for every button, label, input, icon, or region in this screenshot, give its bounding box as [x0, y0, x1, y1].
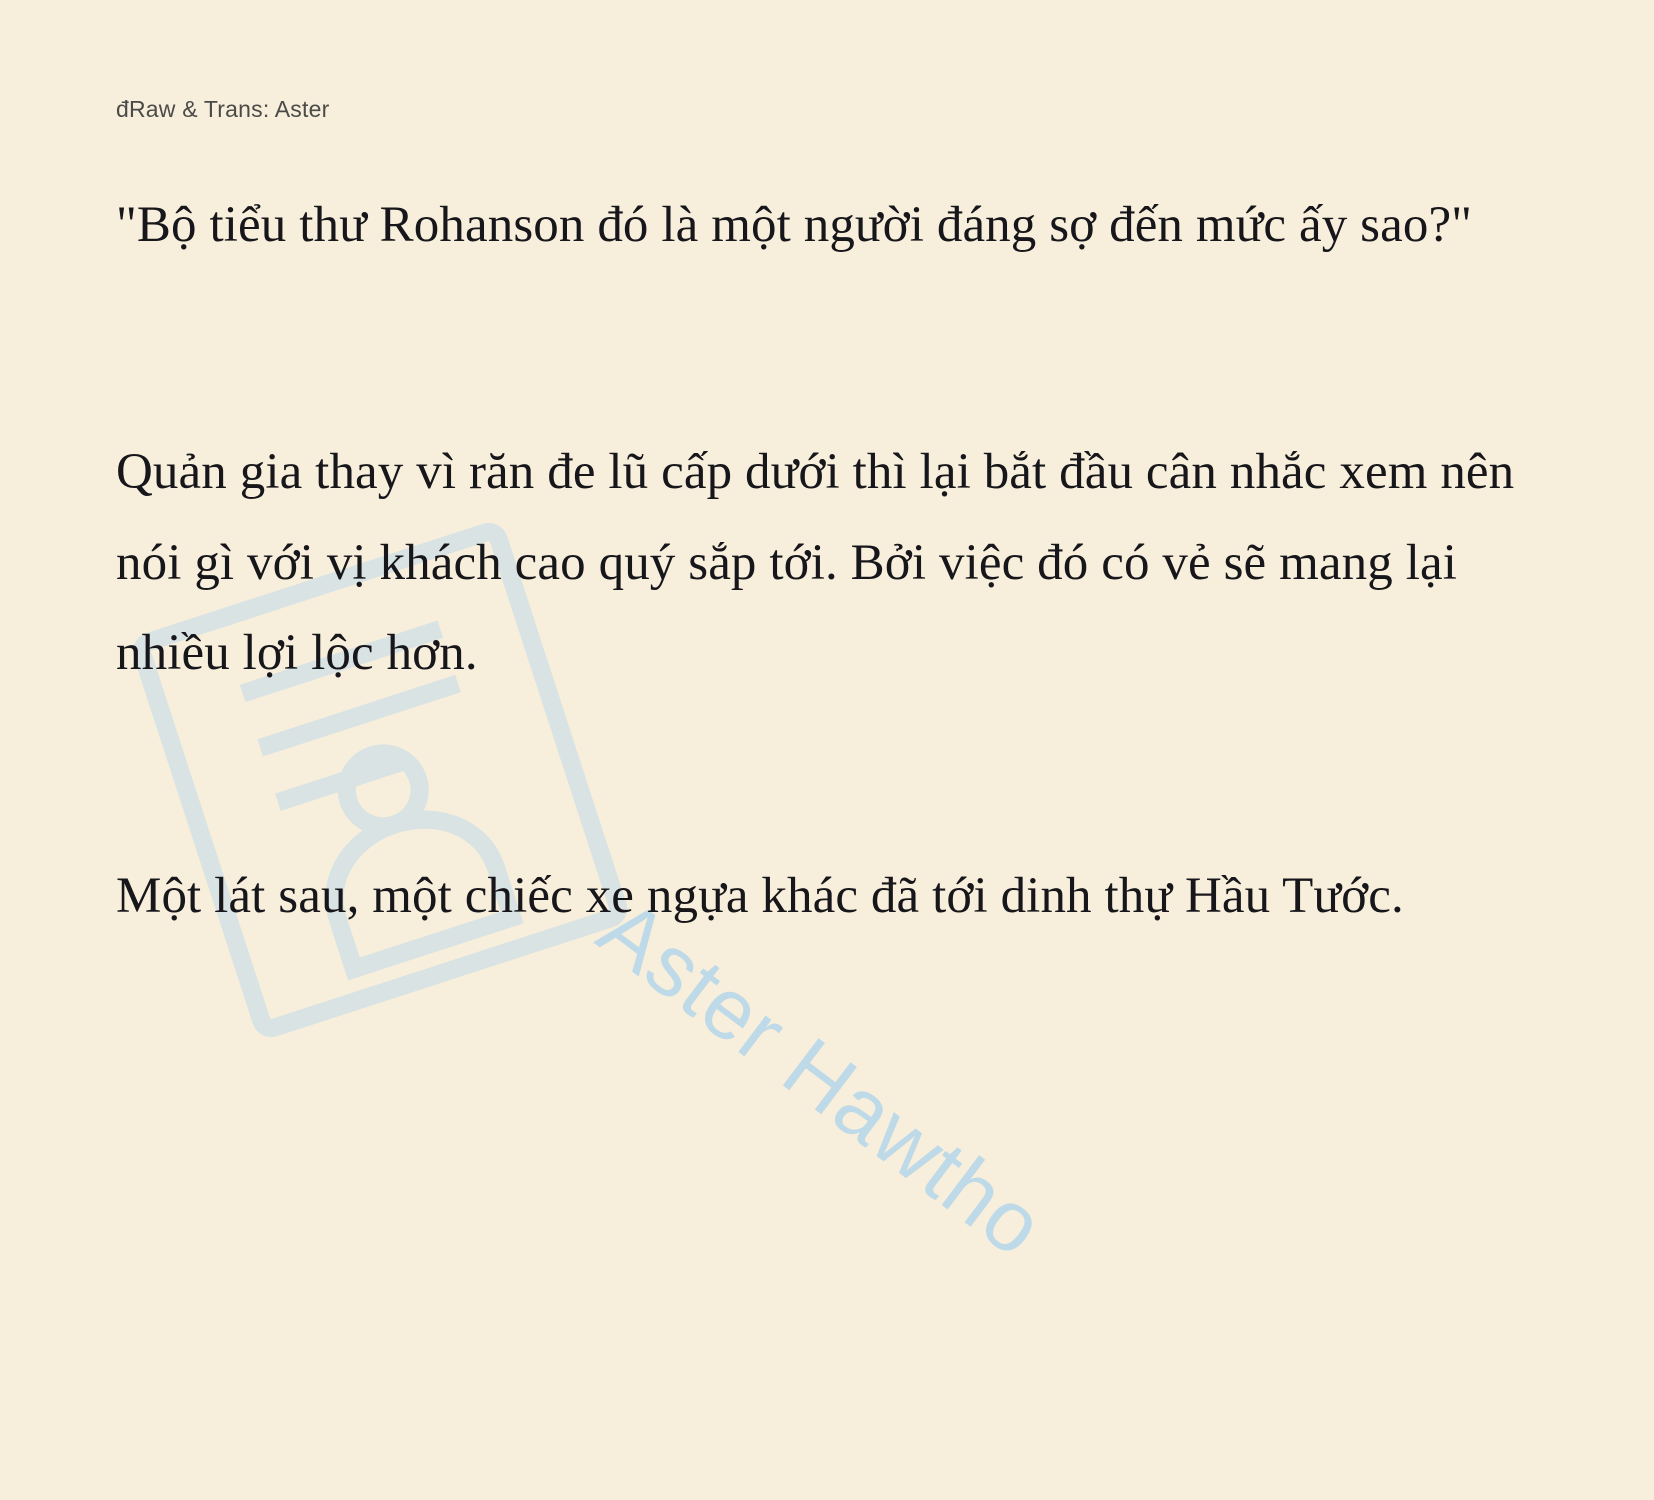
story-text-body	[116, 180, 1526, 942]
credit-line: đRaw & Trans: Aster	[116, 96, 330, 122]
paragraph-spacer	[116, 271, 1526, 427]
paragraph-1: "Bộ tiểu thư Rohanson đó là một người đáng sợ đến mức ấy sao?"	[116, 197, 1473, 253]
paragraph-3: Một lát sau, một chiếc xe ngựa khác đã tới dinh thự Hầu Tước.	[116, 868, 1404, 925]
paragraph-spacer	[116, 699, 1526, 851]
paragraph-2: Quản gia thay vì răn đe lũ cấp dưới thì lại bắt đầu cân nhắc xem nên nói gì với vị khách cao quý sắp tới. Bởi việc đó có vẻ sẽ mang lại nhiều lợi lộc hơn.	[116, 443, 1515, 682]
watermark-text: Aster Hawtho	[581, 880, 1062, 1276]
